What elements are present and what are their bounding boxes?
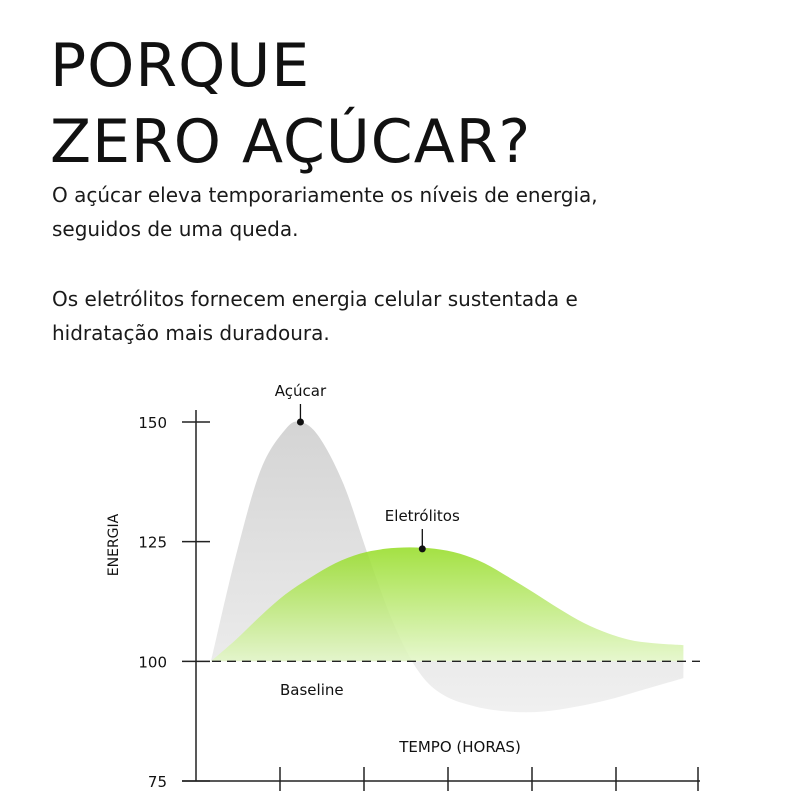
y-axis-title: ENERGIA [106,513,122,577]
y-tick-label: 125 [138,533,167,552]
sugar-paragraph-line-2: seguidos de uma queda. [52,217,299,241]
electrolytes-paragraph-line-1: Os eletrólitos fornecem energia celular sustentada e [52,287,578,311]
baseline-label: Baseline [280,681,344,699]
series-label-electrolytes: Eletrólitos [384,507,460,525]
y-tick-label: 150 [138,414,167,432]
page-title-line-2: ZERO AÇÚCAR? [50,107,532,177]
page-title-line-1: PORQUE [50,31,311,101]
y-tick-label: 100 [138,653,167,672]
x-axis-title: TEMPO (HORAS) [399,738,521,756]
sugar-paragraph-line-1: O açúcar eleva temporariamente os níveis de energia, [52,183,598,207]
peak-point-electrolytes [419,545,426,552]
y-tick-label: 75 [147,773,167,791]
electrolytes-paragraph-line-2: hidratação mais duradoura. [52,321,330,345]
series-label-sugar: Açúcar [274,382,327,400]
peak-point-sugar [297,419,304,426]
